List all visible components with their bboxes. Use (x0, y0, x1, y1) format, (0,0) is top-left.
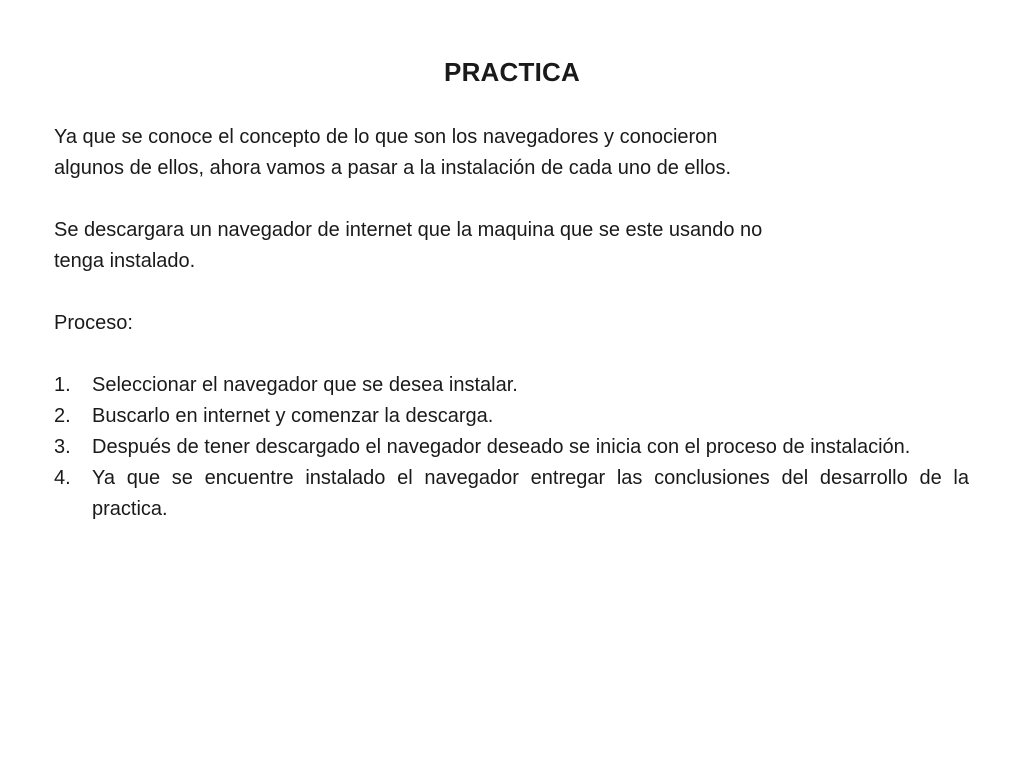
task-paragraph (54, 215, 969, 277)
intro-line-1: Ya que se conoce el concepto de lo que son los navegadores y conocieron (54, 126, 718, 148)
slide-title: PRACTICA (444, 57, 580, 87)
step-number: 2. (54, 405, 71, 427)
process-steps-list (54, 370, 969, 525)
process-step (54, 463, 969, 525)
intro-paragraph (54, 122, 969, 184)
step-number: 4. (54, 467, 71, 489)
slide-body (54, 122, 969, 525)
step-text: Seleccionar el navegador que se desea instalar. (92, 374, 518, 396)
step-text: Después de tener descargado el navegador deseado se inicia con el proceso de instalación. (92, 436, 911, 458)
task-line-1: Se descargara un navegador de internet que la maquina que se este usando no (54, 219, 763, 241)
process-step (54, 370, 969, 401)
step-number: 1. (54, 374, 71, 396)
process-step (54, 432, 969, 463)
process-label: Proceso: (54, 312, 133, 334)
task-line-2: tenga instalado. (54, 250, 196, 272)
step-text: Buscarlo en internet y comenzar la descarga. (92, 405, 494, 427)
step-text: Ya que se encuentre instalado el navegador entregar las conclusiones del desarrollo de la practica. (92, 467, 969, 520)
intro-line-2: algunos de ellos, ahora vamos a pasar a la instalación de cada uno de ellos. (54, 157, 732, 179)
process-step (54, 401, 969, 432)
step-number: 3. (54, 436, 71, 458)
